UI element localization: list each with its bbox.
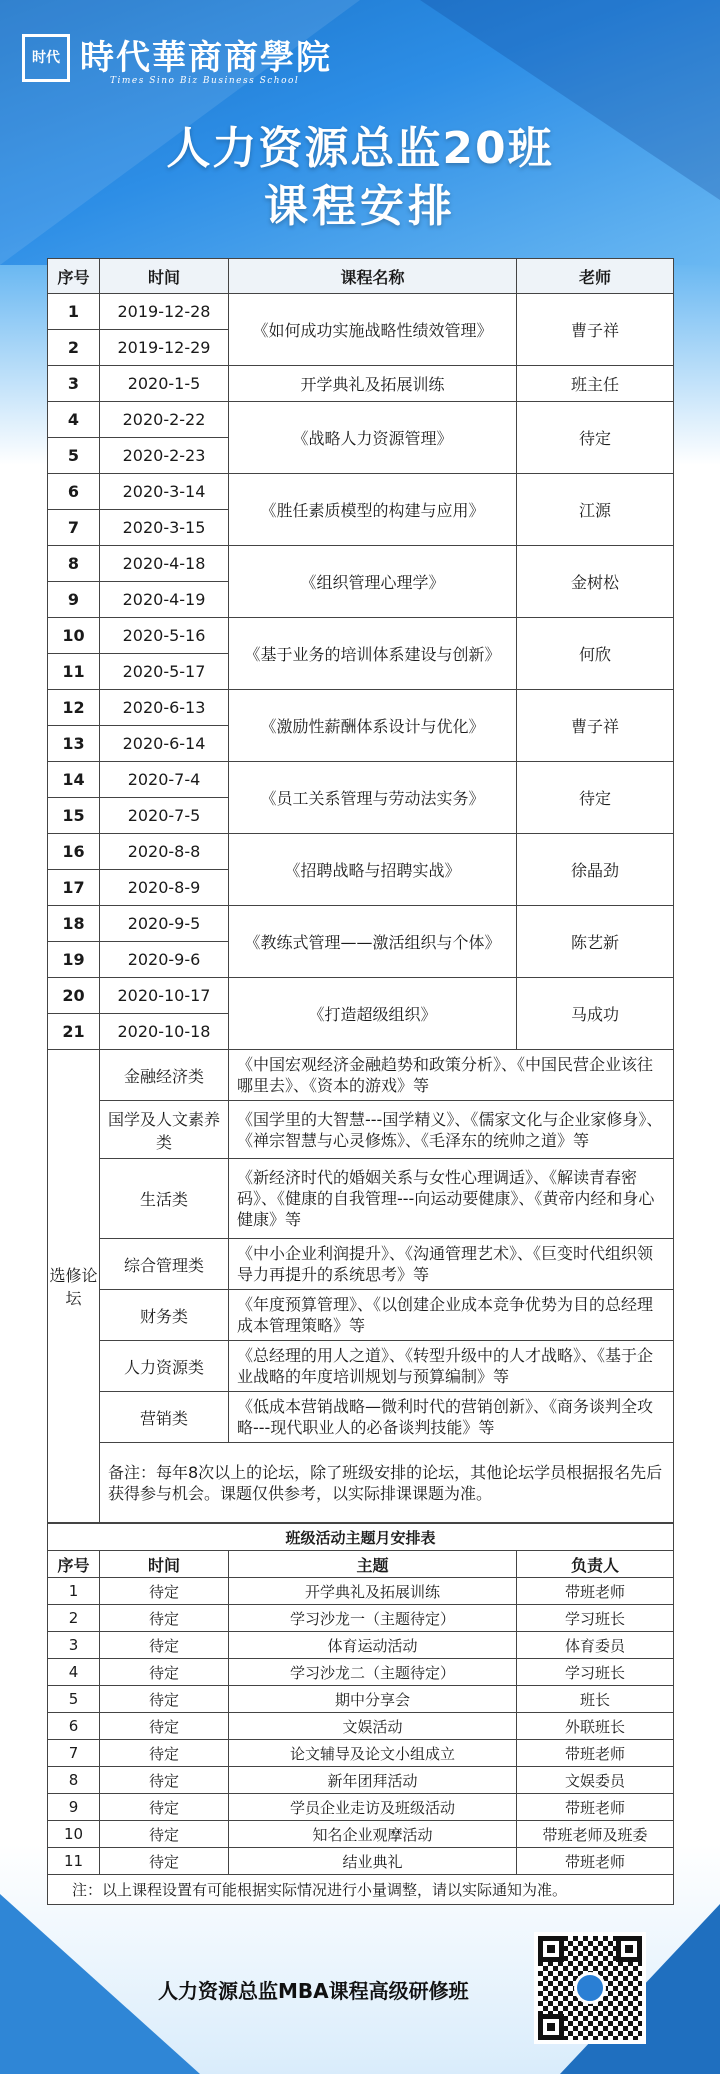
elective-category: 财务类	[100, 1290, 229, 1341]
header-course: 课程名称	[229, 259, 517, 294]
elective-row	[48, 1050, 674, 1101]
activity-row	[48, 1767, 674, 1794]
activity-row	[48, 1821, 674, 1848]
elective-category: 国学及人文素养类	[100, 1101, 229, 1159]
page-title: 人力资源总监20班	[166, 123, 554, 174]
course-seq: 18	[48, 906, 100, 942]
course-seq: 6	[48, 474, 100, 510]
activity-row	[48, 1848, 674, 1875]
elective-category: 综合管理类	[100, 1239, 229, 1290]
course-date: 2020-5-16	[100, 618, 229, 654]
program-title: 人力资源总监MBA课程高级研修班	[158, 1979, 469, 2003]
activity-row	[48, 1632, 674, 1659]
course-date: 2020-1-5	[100, 366, 229, 402]
elective-row	[48, 1392, 674, 1443]
course-name: 《组织管理心理学》	[229, 546, 517, 618]
elective-category: 生活类	[100, 1159, 229, 1239]
activity-time: 待定	[100, 1848, 229, 1875]
course-row	[48, 906, 674, 942]
activity-topic: 学习沙龙一（主题待定）	[229, 1605, 517, 1632]
course-row	[48, 402, 674, 438]
header-topic: 主题	[229, 1551, 517, 1578]
activity-seq: 9	[48, 1794, 100, 1821]
course-date: 2020-6-13	[100, 690, 229, 726]
activity-owner: 体育委员	[517, 1632, 674, 1659]
header-teacher: 老师	[517, 259, 674, 294]
course-seq: 7	[48, 510, 100, 546]
activity-topic: 学习沙龙二（主题待定）	[229, 1659, 517, 1686]
activity-row	[48, 1713, 674, 1740]
activity-row	[48, 1605, 674, 1632]
course-date: 2019-12-29	[100, 330, 229, 366]
activity-seq: 6	[48, 1713, 100, 1740]
course-row	[48, 546, 674, 582]
course-name: 《基于业务的培训体系建设与创新》	[229, 618, 517, 690]
course-row	[48, 294, 674, 330]
elective-category: 金融经济类	[100, 1050, 229, 1101]
elective-topics: 《总经理的用人之道》、《转型升级中的人才战略》、《基于企业战略的年度培训规划与预算编制》等	[229, 1341, 674, 1392]
course-date: 2020-2-22	[100, 402, 229, 438]
activity-time: 待定	[100, 1821, 229, 1848]
activity-time: 待定	[100, 1686, 229, 1713]
course-name: 《招聘战略与招聘实战》	[229, 834, 517, 906]
header-date: 时间	[100, 259, 229, 294]
activity-seq: 7	[48, 1740, 100, 1767]
course-seq: 1	[48, 294, 100, 330]
course-seq: 17	[48, 870, 100, 906]
course-name: 《如何成功实施战略性绩效管理》	[229, 294, 517, 366]
course-seq: 16	[48, 834, 100, 870]
activity-seq: 1	[48, 1578, 100, 1605]
course-teacher: 待定	[517, 402, 674, 474]
activity-time: 待定	[100, 1713, 229, 1740]
elective-note-row	[48, 1443, 674, 1523]
activity-table-header	[48, 1551, 674, 1578]
course-date: 2020-9-6	[100, 942, 229, 978]
activity-owner: 文娱委员	[517, 1767, 674, 1794]
elective-row	[48, 1159, 674, 1239]
qr-finder-icon	[538, 2014, 564, 2040]
course-date: 2019-12-28	[100, 294, 229, 330]
course-name: 《打造超级组织》	[229, 978, 517, 1050]
header-seq: 序号	[48, 1551, 100, 1578]
course-date: 2020-3-14	[100, 474, 229, 510]
course-teacher: 班主任	[517, 366, 674, 402]
activity-seq: 10	[48, 1821, 100, 1848]
course-schedule-table	[47, 258, 674, 1523]
school-name: 時代華商商學院	[80, 38, 332, 78]
activity-topic: 新年团拜活动	[229, 1767, 517, 1794]
qr-finder-icon	[538, 1936, 564, 1962]
course-seq: 3	[48, 366, 100, 402]
course-row	[48, 690, 674, 726]
elective-note: 备注：每年8次以上的论坛，除了班级安排的论坛，其他论坛学员根据报名先后获得参与机会。课题仅供参考，以实际排课课题为准。	[100, 1443, 674, 1523]
school-name-english: Times Sino Biz Business School	[110, 76, 300, 86]
course-seq: 13	[48, 726, 100, 762]
course-date: 2020-6-14	[100, 726, 229, 762]
qr-code-icon	[534, 1932, 646, 2044]
course-seq: 2	[48, 330, 100, 366]
course-name: 《胜任素质模型的构建与应用》	[229, 474, 517, 546]
course-seq: 12	[48, 690, 100, 726]
elective-forum-section	[48, 1050, 674, 1523]
course-date: 2020-9-5	[100, 906, 229, 942]
course-seq: 20	[48, 978, 100, 1014]
activity-row	[48, 1794, 674, 1821]
activity-seq: 5	[48, 1686, 100, 1713]
course-seq: 14	[48, 762, 100, 798]
course-teacher: 马成功	[517, 978, 674, 1050]
course-teacher: 江源	[517, 474, 674, 546]
activity-time: 待定	[100, 1578, 229, 1605]
activity-time: 待定	[100, 1767, 229, 1794]
activity-rows	[48, 1578, 674, 1875]
activity-seq: 11	[48, 1848, 100, 1875]
elective-topics: 《新经济时代的婚姻关系与女性心理调适》、《解读青春密码》、《健康的自我管理---向运动要健康》、《黄帝内经和身心健康》等	[229, 1159, 674, 1239]
course-teacher: 待定	[517, 762, 674, 834]
adjustment-note: 注：以上课程设置有可能根据实际情况进行小量调整，请以实际通知为准。	[48, 1875, 674, 1905]
activity-row	[48, 1659, 674, 1686]
activity-owner: 带班老师	[517, 1848, 674, 1875]
course-row	[48, 978, 674, 1014]
elective-topics: 《低成本营销战略—微利时代的营销创新》、《商务谈判全攻略---现代职业人的必备谈判技能》等	[229, 1392, 674, 1443]
activity-row	[48, 1740, 674, 1767]
elective-row	[48, 1239, 674, 1290]
activity-table	[47, 1523, 674, 1905]
elective-topics: 《年度预算管理》、《以创建企业成本竞争优势为目的总经理成本管理策略》等	[229, 1290, 674, 1341]
course-row	[48, 618, 674, 654]
activity-time: 待定	[100, 1632, 229, 1659]
activity-owner: 学习班长	[517, 1605, 674, 1632]
elective-topics: 《中小企业利润提升》、《沟通管理艺术》、《巨变时代组织领导力再提升的系统思考》等	[229, 1239, 674, 1290]
course-date: 2020-3-15	[100, 510, 229, 546]
course-name: 《战略人力资源管理》	[229, 402, 517, 474]
activity-topic: 体育运动活动	[229, 1632, 517, 1659]
activity-topic: 结业典礼	[229, 1848, 517, 1875]
course-date: 2020-8-8	[100, 834, 229, 870]
course-date: 2020-4-18	[100, 546, 229, 582]
elective-forum-label: 选修论坛	[48, 1050, 100, 1523]
activity-seq: 3	[48, 1632, 100, 1659]
activity-topic: 知名企业观摩活动	[229, 1821, 517, 1848]
activity-owner: 带班老师	[517, 1740, 674, 1767]
course-teacher: 曹子祥	[517, 294, 674, 366]
activity-topic: 论文辅导及论文小组成立	[229, 1740, 517, 1767]
course-date: 2020-4-19	[100, 582, 229, 618]
course-rows	[48, 294, 674, 1050]
activity-topic: 期中分享会	[229, 1686, 517, 1713]
course-seq: 11	[48, 654, 100, 690]
elective-row	[48, 1341, 674, 1392]
activity-owner: 班长	[517, 1686, 674, 1713]
header-time: 时间	[100, 1551, 229, 1578]
course-date: 2020-7-4	[100, 762, 229, 798]
activity-seq: 8	[48, 1767, 100, 1794]
course-teacher: 何欣	[517, 618, 674, 690]
course-seq: 8	[48, 546, 100, 582]
course-teacher: 陈艺新	[517, 906, 674, 978]
course-row	[48, 474, 674, 510]
activity-topic: 学员企业走访及班级活动	[229, 1794, 517, 1821]
course-seq: 4	[48, 402, 100, 438]
activity-time: 待定	[100, 1605, 229, 1632]
course-row	[48, 366, 674, 402]
course-date: 2020-5-17	[100, 654, 229, 690]
page-subtitle: 课程安排	[264, 181, 456, 232]
activity-owner: 学习班长	[517, 1659, 674, 1686]
course-teacher: 金树松	[517, 546, 674, 618]
course-date: 2020-10-17	[100, 978, 229, 1014]
activity-row	[48, 1686, 674, 1713]
course-name: 《员工关系管理与劳动法实务》	[229, 762, 517, 834]
course-row	[48, 834, 674, 870]
activity-topic: 文娱活动	[229, 1713, 517, 1740]
course-name: 《激励性薪酬体系设计与优化》	[229, 690, 517, 762]
activity-seq: 2	[48, 1605, 100, 1632]
activity-seq: 4	[48, 1659, 100, 1686]
elective-category: 人力资源类	[100, 1341, 229, 1392]
course-seq: 15	[48, 798, 100, 834]
activity-time: 待定	[100, 1740, 229, 1767]
header-seq: 序号	[48, 259, 100, 294]
activity-owner: 带班老师及班委	[517, 1821, 674, 1848]
activity-row	[48, 1578, 674, 1605]
elective-topics: 《国学里的大智慧---国学精义》、《儒家文化与企业家修身》、《禅宗智慧与心灵修炼》、《毛泽东的统帅之道》等	[229, 1101, 674, 1159]
elective-category: 营销类	[100, 1392, 229, 1443]
course-name: 《教练式管理——激活组织与个体》	[229, 906, 517, 978]
elective-topics: 《中国宏观经济金融趋势和政策分析》、《中国民营企业该往哪里去》、《资本的游戏》等	[229, 1050, 674, 1101]
course-table-header	[48, 259, 674, 294]
qr-center-logo-icon	[574, 1972, 606, 2004]
course-seq: 10	[48, 618, 100, 654]
school-logo-icon: 时代	[22, 34, 70, 82]
course-seq: 5	[48, 438, 100, 474]
course-seq: 9	[48, 582, 100, 618]
activity-owner: 外联班长	[517, 1713, 674, 1740]
course-teacher: 徐晶劲	[517, 834, 674, 906]
elective-row	[48, 1101, 674, 1159]
elective-row	[48, 1290, 674, 1341]
activity-owner: 带班老师	[517, 1794, 674, 1821]
course-date: 2020-7-5	[100, 798, 229, 834]
schedule-document	[47, 258, 673, 1905]
course-teacher: 曹子祥	[517, 690, 674, 762]
activity-time: 待定	[100, 1794, 229, 1821]
course-seq: 19	[48, 942, 100, 978]
course-date: 2020-8-9	[100, 870, 229, 906]
course-row	[48, 762, 674, 798]
activity-time: 待定	[100, 1659, 229, 1686]
activity-owner: 带班老师	[517, 1578, 674, 1605]
activity-table-title: 班级活动主题月安排表	[48, 1524, 674, 1551]
course-date: 2020-2-23	[100, 438, 229, 474]
header-owner: 负责人	[517, 1551, 674, 1578]
course-seq: 21	[48, 1014, 100, 1050]
course-date: 2020-10-18	[100, 1014, 229, 1050]
course-name: 开学典礼及拓展训练	[229, 366, 517, 402]
qr-finder-icon	[616, 1936, 642, 1962]
activity-topic: 开学典礼及拓展训练	[229, 1578, 517, 1605]
